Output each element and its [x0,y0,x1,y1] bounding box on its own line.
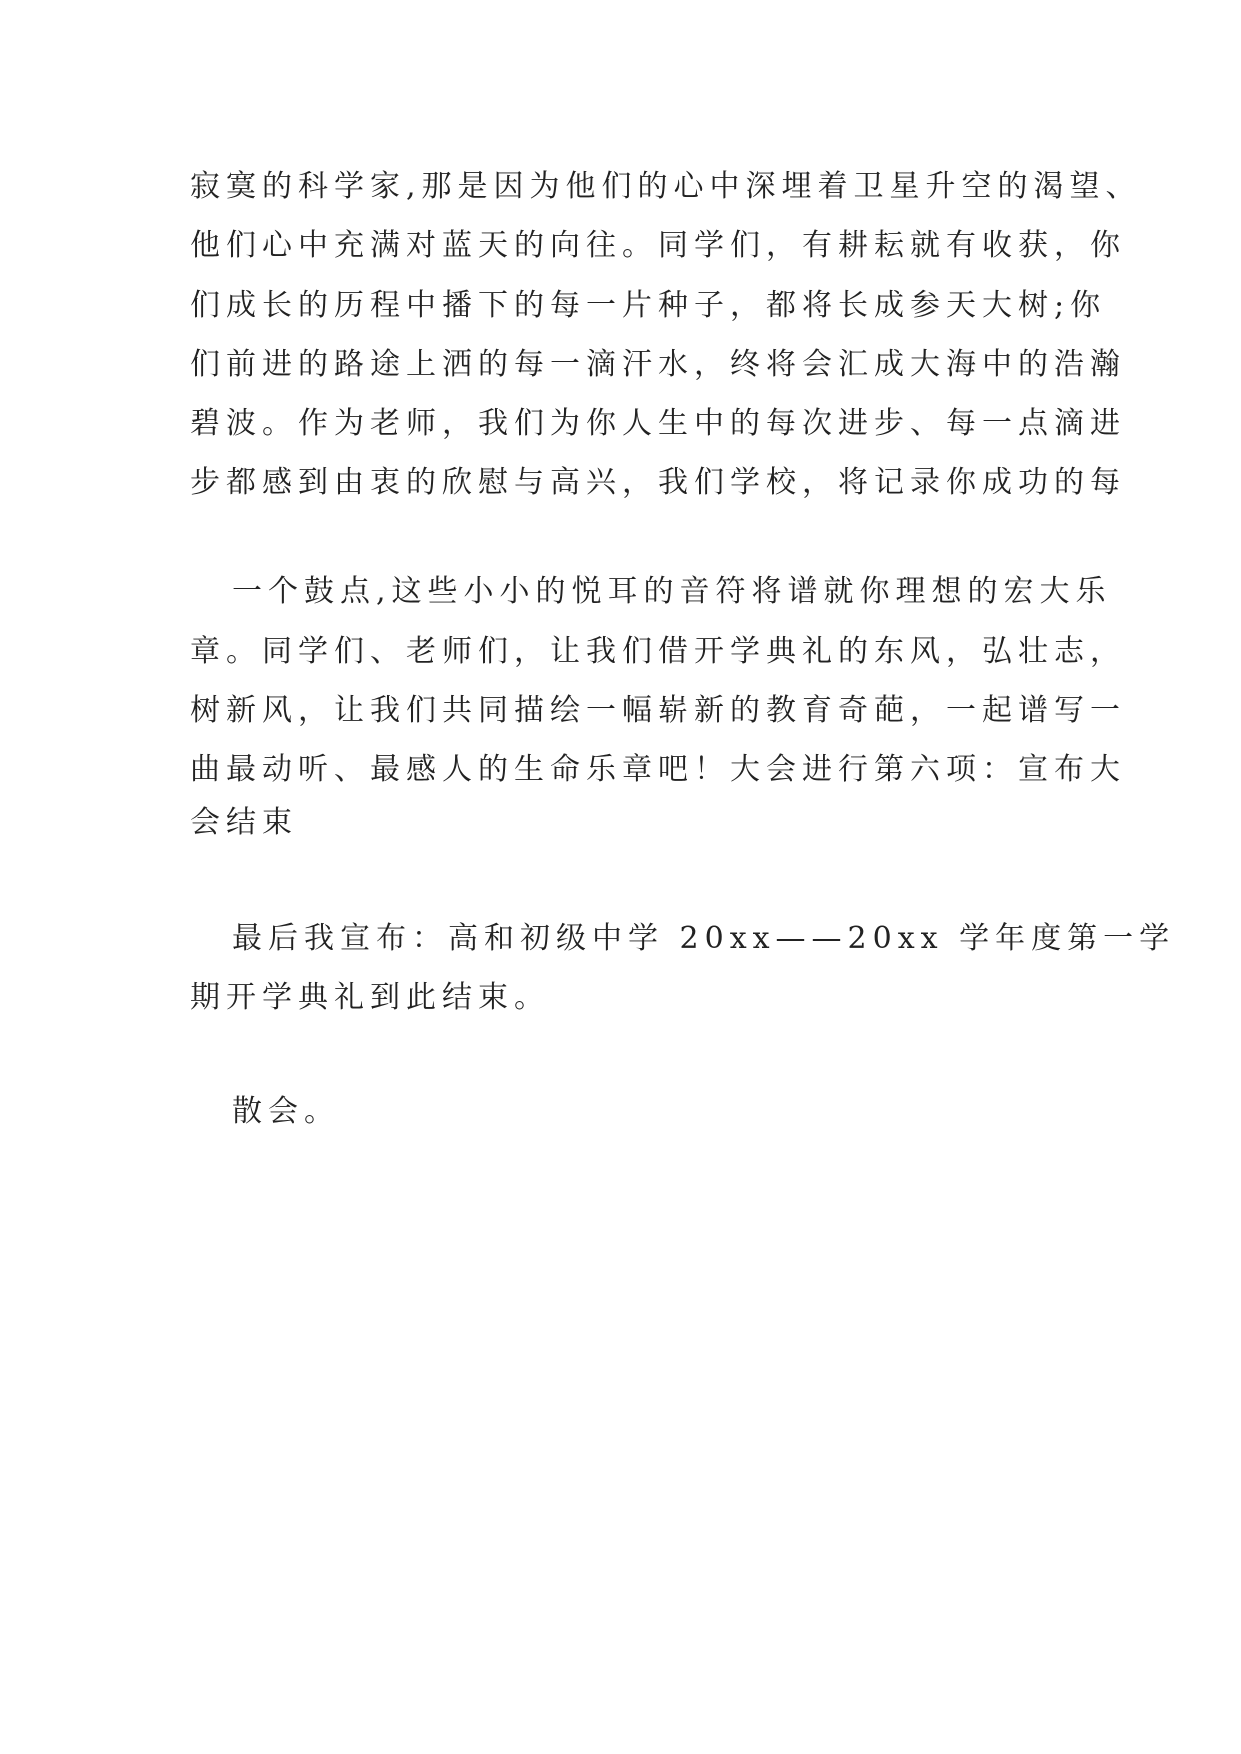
text-line: 期开学典礼到此结束。 [190,980,550,1015]
text-line: 曲最动听、最感人的生命乐章吧！大会进行第六项：宣布大 [190,752,1126,787]
text-line: 步都感到由衷的欣慰与高兴，我们学校，将记录你成功的每 [190,465,1126,500]
text-line: 最后我宣布：高和初级中学 20xx——20xx 学年度第一学 [232,921,1176,956]
text-line: 一个鼓点,这些小小的悦耳的音符将谱就你理想的宏大乐 [232,574,1112,609]
text-line: 碧波。作为老师，我们为你人生中的每次进步、每一点滴进 [190,406,1126,441]
text-line: 他们心中充满对蓝天的向往。同学们，有耕耘就有收获，你 [190,228,1126,263]
text-line: 树新风，让我们共同描绘一幅崭新的教育奇葩，一起谱写一 [190,693,1126,728]
text-line: 散会。 [232,1094,340,1129]
text-line: 会结束 [190,805,298,840]
text-line: 们前进的路途上洒的每一滴汗水，终将会汇成大海中的浩瀚 [190,347,1126,382]
text-line: 寂寞的科学家,那是因为他们的心中深埋着卫星升空的渴望、 [190,169,1142,204]
text-line: 章。同学们、老师们，让我们借开学典礼的东风，弘壮志， [190,634,1126,669]
text-line: 们成长的历程中播下的每一片种子，都将长成参天大树;你 [190,288,1107,323]
